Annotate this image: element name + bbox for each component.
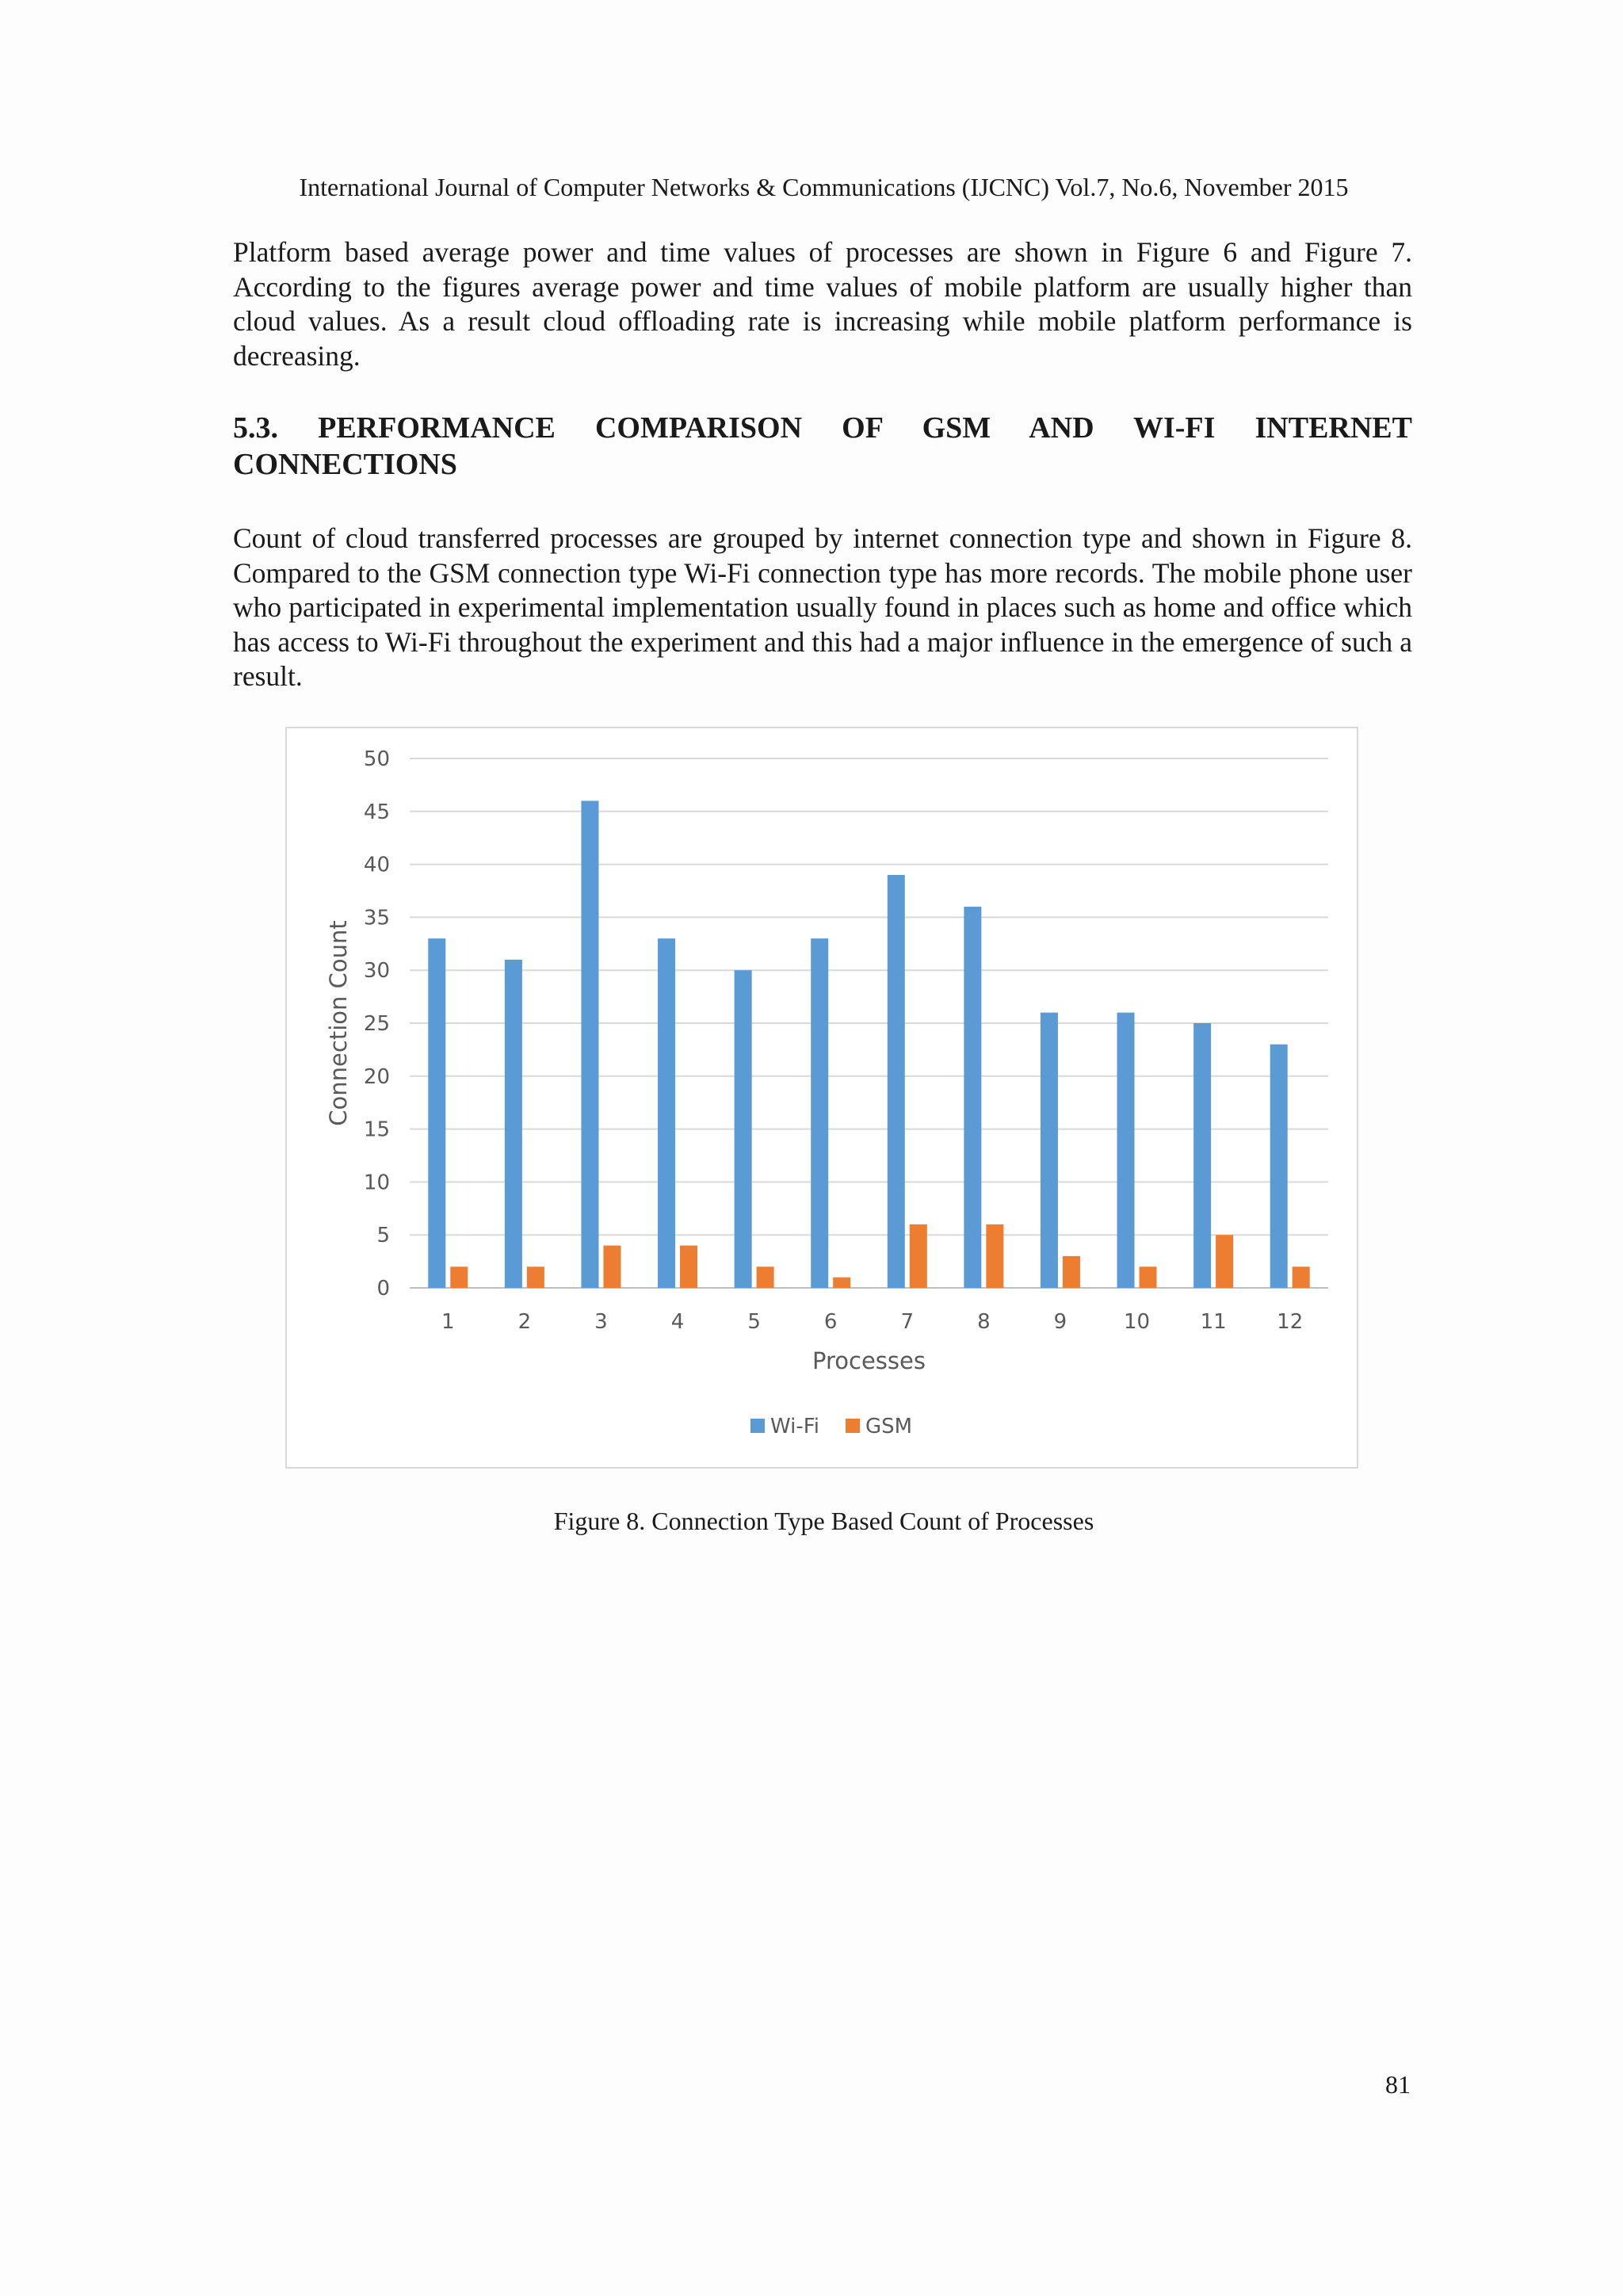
y-tick-label: 15 [363,1117,390,1142]
gsm-bar [1293,1266,1310,1288]
page-number: 81 [1385,2070,1411,2099]
gsm-bar [833,1278,850,1288]
x-tick-label: 8 [977,1310,991,1334]
legend-swatch [750,1419,765,1433]
wifi-bar [428,938,445,1288]
gsm-bar [910,1224,927,1288]
x-tick-label: 4 [670,1310,685,1334]
wifi-bar [811,938,828,1288]
x-axis-title: Processes [812,1347,926,1374]
wifi-bar [888,875,905,1288]
y-tick-label: 50 [363,747,390,771]
y-tick-label: 10 [363,1171,390,1195]
body-paragraph: Count of cloud transferred processes are grouped by internet connection type and shown in Figure 8. Compared to the GSM connection type Wi-Fi connection type has more records. The mobile phone user who participated in experimental implementation usually found in places such as home and office which has access to Wi-Fi throughout the experiment and this had a major influence in the emergence of such a result. [233,522,1412,692]
intro-paragraph: Platform based average power and time values of processes are shown in Figure 6 and Figure 7. According to the figures average power and time values of mobile platform are usually higher than cloud values. As a result cloud offloading rate is increasing while mobile platform performance is decreasing. [233,236,1412,372]
wifi-bar [658,938,675,1288]
gsm-bar [757,1266,774,1288]
y-tick-label: 45 [363,800,390,824]
y-tick-label: 0 [376,1277,390,1301]
y-axis-title: Connection Count [325,920,352,1126]
gsm-bar [603,1246,621,1288]
figure-caption: Figure 8. Connection Type Based Count of Processes [553,1507,1094,1535]
x-tick-label: 1 [441,1310,455,1334]
gsm-bar [1140,1266,1157,1288]
y-tick-label: 35 [363,906,390,930]
gsm-bar [680,1246,697,1288]
chart-figure [285,727,1358,1469]
legend-label: GSM [865,1415,913,1438]
x-tick-label: 12 [1277,1310,1304,1334]
wifi-bar [505,960,522,1288]
x-tick-label: 7 [900,1310,915,1334]
section-heading: 5.3. PERFORMANCE COMPARISON OF GSM AND WI-FI INTERNET CONNECTIONS [233,411,1412,481]
wifi-bar [735,970,752,1288]
journal-header: International Journal of Computer Networks & Communications (IJCNC) Vol.7, No.6, November 2015 [299,173,1349,201]
gsm-bar [450,1266,468,1288]
legend-label: Wi-Fi [770,1415,820,1438]
x-tick-label: 9 [1053,1310,1067,1334]
gsm-bar [527,1266,544,1288]
wifi-bar [581,800,598,1288]
gsm-bar [1216,1235,1233,1288]
y-tick-label: 25 [363,1012,390,1036]
y-tick-label: 30 [363,959,390,984]
y-tick-label: 40 [363,853,390,877]
y-tick-label: 5 [376,1224,390,1248]
x-tick-label: 5 [747,1310,761,1334]
gsm-bar [1063,1256,1080,1288]
x-tick-label: 10 [1123,1310,1151,1334]
x-tick-label: 2 [517,1310,532,1334]
y-tick-label: 20 [363,1064,390,1089]
x-tick-label: 11 [1200,1310,1227,1334]
wifi-bar [1041,1013,1058,1288]
x-tick-label: 6 [823,1310,838,1334]
wifi-bar [1270,1045,1288,1288]
legend-swatch [846,1419,860,1433]
wifi-bar [964,907,981,1288]
gsm-bar [986,1224,1003,1288]
x-tick-label: 3 [594,1310,608,1334]
wifi-bar [1117,1013,1135,1288]
bar-chart [287,728,1357,1467]
wifi-bar [1193,1023,1211,1288]
